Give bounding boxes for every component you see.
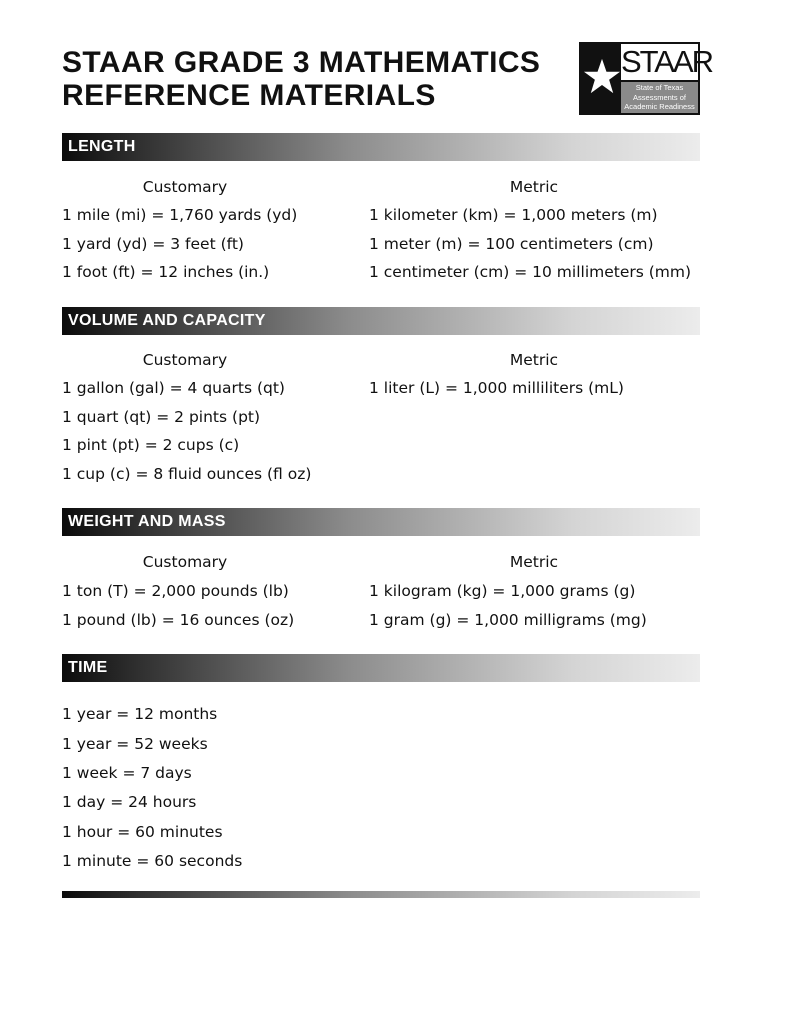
section-heading: LENGTH bbox=[68, 138, 136, 155]
logo-tagline-2: Assessments of bbox=[633, 92, 686, 102]
conversion-line: 1 yard (yd) = 3 feet (ft) bbox=[62, 235, 244, 253]
section-header-time bbox=[62, 654, 700, 682]
page-title bbox=[62, 46, 540, 112]
section-header-length bbox=[62, 133, 700, 161]
section-heading: TIME bbox=[68, 659, 108, 676]
logo-tagline bbox=[621, 82, 698, 113]
conversion-line: 1 year = 12 months bbox=[62, 705, 218, 723]
footer-divider bbox=[62, 891, 700, 898]
title-line-1: STAAR GRADE 3 MATHEMATICS bbox=[62, 46, 541, 79]
customary-heading: Customary bbox=[142, 351, 228, 369]
conversion-line: 1 ton (T) = 2,000 pounds (lb) bbox=[62, 582, 289, 600]
conversion-line: 1 pint (pt) = 2 cups (c) bbox=[62, 436, 240, 454]
section-header-volume bbox=[62, 307, 700, 335]
section-heading: WEIGHT AND MASS bbox=[68, 513, 226, 530]
metric-heading: Metric bbox=[509, 351, 559, 369]
conversion-line: 1 day = 24 hours bbox=[62, 793, 197, 811]
staar-logo bbox=[579, 42, 713, 115]
metric-heading: Metric bbox=[509, 553, 559, 571]
conversion-line: 1 centimeter (cm) = 10 millimeters (mm) bbox=[369, 263, 692, 281]
conversion-line: 1 foot (ft) = 12 inches (in.) bbox=[62, 263, 270, 281]
section-header-weight bbox=[62, 508, 700, 536]
conversion-line: 1 hour = 60 minutes bbox=[62, 823, 223, 841]
conversion-line: 1 liter (L) = 1,000 milliliters (mL) bbox=[369, 379, 624, 397]
conversion-line: 1 pound (lb) = 16 ounces (oz) bbox=[62, 611, 295, 629]
logo-tagline-1: State of Texas bbox=[635, 83, 684, 92]
conversion-line: 1 kilometer (km) = 1,000 meters (m) bbox=[369, 206, 658, 224]
conversion-line: 1 kilogram (kg) = 1,000 grams (g) bbox=[369, 582, 636, 600]
conversion-line: 1 meter (m) = 100 centimeters (cm) bbox=[369, 235, 654, 253]
conversion-line: 1 mile (mi) = 1,760 yards (yd) bbox=[62, 206, 298, 224]
customary-heading: Customary bbox=[142, 178, 228, 196]
conversion-line: 1 cup (c) = 8 fluid ounces (fl oz) bbox=[62, 465, 312, 483]
title-line-2: REFERENCE MATERIALS bbox=[62, 79, 436, 112]
star-icon bbox=[583, 56, 621, 96]
conversion-line: 1 gallon (gal) = 4 quarts (qt) bbox=[62, 379, 285, 397]
metric-heading: Metric bbox=[509, 178, 559, 196]
conversion-line: 1 quart (qt) = 2 pints (pt) bbox=[62, 408, 261, 426]
conversion-line: 1 year = 52 weeks bbox=[62, 735, 208, 753]
section-heading: VOLUME AND CAPACITY bbox=[68, 312, 266, 329]
conversion-line: 1 gram (g) = 1,000 milligrams (mg) bbox=[369, 611, 647, 629]
logo-word: STAAR bbox=[621, 44, 713, 79]
conversion-line: 1 week = 7 days bbox=[62, 764, 192, 782]
customary-heading: Customary bbox=[142, 553, 228, 571]
conversion-line: 1 minute = 60 seconds bbox=[62, 852, 243, 870]
logo-tagline-3: Academic Readiness bbox=[624, 102, 695, 111]
